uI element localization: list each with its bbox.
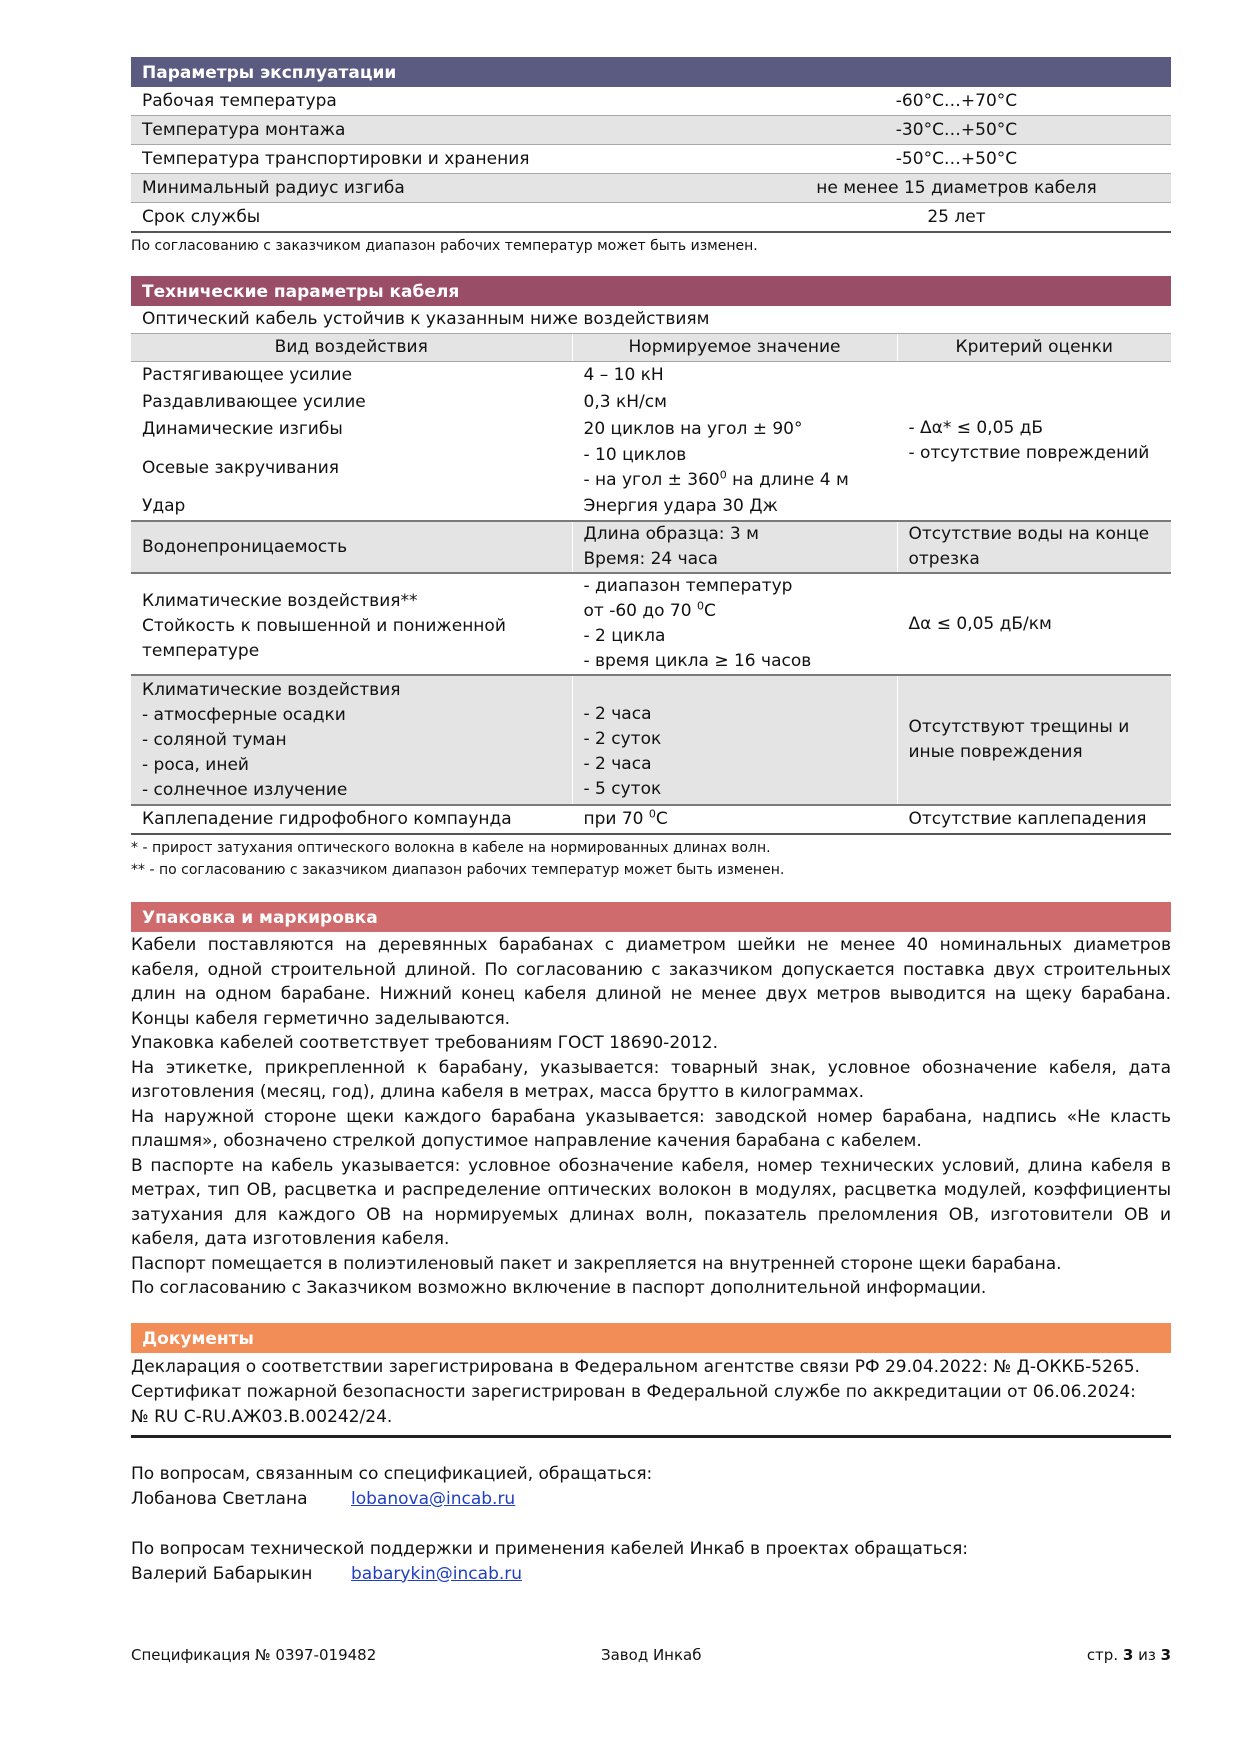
criterion-line: Отсутствуют трещины и	[908, 717, 1130, 737]
footer-page-number: стр. 3 из 3	[1086, 1646, 1171, 1664]
param-value: не менее 15 диаметров кабеля	[816, 178, 1097, 198]
contact-row	[131, 1487, 1171, 1512]
column-header: Критерий оценки	[897, 334, 1171, 362]
norm-line: - 2 часа	[583, 704, 652, 724]
contact-name: Валерий Бабарыкин	[131, 1563, 313, 1584]
impact-type: Динамические изгибы	[142, 419, 343, 439]
norm-line: - 2 суток	[583, 729, 662, 749]
paragraph: По согласованию с Заказчиком возможно включение в паспорт дополнительной информации.	[131, 1278, 987, 1298]
table-row	[131, 145, 1171, 174]
contact-name: Лобанова Светлана	[131, 1488, 308, 1509]
tech-table	[131, 306, 1171, 835]
norm-value	[572, 675, 897, 805]
tech-contact	[131, 1537, 1171, 1587]
norm-value: 0,3 кН/см	[572, 389, 897, 416]
criterion-line: - отсутствие повреждений	[908, 443, 1150, 463]
norm-line: - 2 часа	[583, 754, 652, 774]
criterion-cell: Δα ≤ 0,05 дБ/км	[897, 573, 1171, 675]
norm-value: Энергия удара 30 Дж	[572, 493, 897, 521]
document-page	[131, 57, 1171, 1587]
column-header: Нормируемое значение	[572, 334, 897, 362]
norm-value	[572, 521, 897, 573]
norm-line: от -60 до 70 $^0$С	[583, 599, 716, 621]
table-row	[131, 675, 1171, 805]
param-label: Температура транспортировки и хранения	[142, 149, 530, 169]
norm-line: - на угол ± $360^0$ на длине 4 м	[583, 468, 849, 490]
criterion-cell: Отсутствие каплепадения	[897, 805, 1171, 834]
packing-text	[131, 933, 1171, 1301]
operation-note: По согласованию с заказчиком диапазон рабочих температур может быть изменен.	[131, 238, 758, 254]
tech-notes	[131, 837, 1171, 881]
page-footer	[131, 1646, 1171, 1666]
impact-type: Водонепроницаемость	[131, 521, 572, 573]
norm-value: 20 циклов на угол ± 90°	[572, 416, 897, 443]
paragraph: Паспорт помещается в полиэтиленовый пакет и закрепляется на внутренней стороне щеки барабана.	[131, 1253, 1062, 1274]
impact-line: - атмосферные осадки	[142, 704, 346, 725]
criterion-cell	[897, 675, 1171, 805]
impact-line: Стойкость к повышенной и пониженной	[142, 615, 506, 636]
param-value: -50°C…+50°C	[895, 149, 1018, 169]
operation-section-title: Параметры эксплуатации	[131, 57, 1171, 87]
norm-line: - 10 циклов	[583, 445, 687, 465]
norm-value	[572, 443, 897, 493]
impact-line: температуре	[142, 640, 260, 661]
table-row	[131, 805, 1171, 834]
footer-spec-number: Спецификация № 0397-019482	[131, 1646, 377, 1664]
document-line: Декларация о соответствии зарегистрирована в Федеральном агентстве связи РФ 29.04.2022: № Д-ОККБ-5265.	[131, 1356, 1140, 1377]
table-row	[131, 116, 1171, 145]
footnote: * - прирост затухания оптического волокна в кабеле на нормированных длинах волн.	[131, 840, 771, 856]
footer-company: Завод Инкаб	[601, 1646, 702, 1664]
packing-section-title: Упаковка и маркировка	[131, 902, 1171, 932]
table-row	[131, 521, 1171, 573]
operation-table	[131, 87, 1171, 233]
column-header: Вид воздействия	[131, 334, 572, 362]
impact-type: Растягивающее усилие	[142, 365, 353, 385]
contact-email-link[interactable]: babarykin@incab.ru	[351, 1563, 523, 1584]
norm-line: - диапазон температур	[583, 576, 793, 596]
criterion-line: Отсутствие воды на конце	[908, 524, 1150, 544]
footnote: ** - по согласованию с заказчиком диапазон рабочих температур может быть изменен.	[131, 862, 785, 878]
contact-row	[131, 1562, 1171, 1587]
param-label: Минимальный радиус изгиба	[142, 178, 405, 198]
param-label: Рабочая температура	[142, 91, 337, 111]
contact-email-link[interactable]: lobanova@incab.ru	[351, 1488, 516, 1509]
contact-text: По вопросам технической поддержки и применения кабелей Инкаб в проектах обращаться:	[131, 1538, 969, 1559]
param-value: 25 лет	[927, 207, 986, 227]
impact-type	[131, 675, 572, 805]
norm-line: Время: 24 часа	[583, 549, 718, 569]
paragraph: На этикетке, прикрепленной к барабану, указывается: товарный знак, условное обозначение кабеля, дата изготовления (месяц, год), длина кабеля в метрах, масса брутто в килограммах.	[131, 1057, 1171, 1102]
param-label: Срок службы	[142, 207, 261, 227]
norm-line: - время цикла ≥ 16 часов	[583, 651, 812, 671]
document-line: № RU C-RU.АЖ03.В.00242/24.	[131, 1406, 393, 1427]
impact-type	[131, 573, 572, 675]
norm-value: при 70 $^0$С	[572, 805, 897, 834]
spec-contact	[131, 1462, 1171, 1512]
document-line: Сертификат пожарной безопасности зарегистрирован в Федеральной службе по аккредитации от 06.06.2024:	[131, 1381, 1136, 1402]
impact-type: Раздавливающее усилие	[142, 392, 366, 412]
tech-intro: Оптический кабель устойчив к указанным ниже воздействиям	[142, 309, 710, 329]
impact-type: Удар	[142, 496, 186, 516]
table-row	[131, 573, 1171, 675]
documents-text	[131, 1353, 1171, 1438]
table-row	[131, 362, 1171, 390]
tech-section-title: Технические параметры кабеля	[131, 276, 1171, 306]
impact-type: Каплепадение гидрофобного компаунда	[131, 805, 572, 834]
paragraph: Кабели поставляются на деревянных барабанах с диаметром шейки не менее 40 номинальных диаметров кабеля, одной строительной длиной. По согласованию с заказчиком допускается поставка двух строительных длин на одном барабане. Нижний конец кабеля длиной не менее двух метров выводится на щеку барабана. Концы кабеля герметично заделываются.	[131, 935, 1171, 1029]
contact-text: По вопросам, связанным со спецификацией, обращаться:	[131, 1463, 653, 1484]
norm-value: 4 – 10 кН	[572, 362, 897, 390]
criterion-cell	[897, 521, 1171, 573]
impact-line: - соляной туман	[142, 729, 287, 750]
paragraph: На наружной стороне щеки каждого барабана указывается: заводской номер барабана, надпись «Не класть плашмя», обозначено стрелкой допустимое направление качения барабана с кабелем.	[131, 1106, 1171, 1151]
impact-type: Осевые закручивания	[142, 457, 339, 478]
table-intro-row	[131, 306, 1171, 334]
table-header-row	[131, 334, 1171, 362]
param-value: -30°C…+50°C	[895, 120, 1018, 140]
impact-line: Климатические воздействия**	[142, 590, 418, 611]
criterion-line: иные повреждения	[908, 742, 1083, 762]
table-row	[131, 87, 1171, 116]
paragraph: Упаковка кабелей соответствует требованиям ГОСТ 18690-2012.	[131, 1033, 718, 1053]
table-row	[131, 203, 1171, 231]
norm-value	[572, 573, 897, 675]
impact-line: Климатические воздействия	[142, 679, 401, 700]
impact-line: - роса, иней	[142, 754, 249, 775]
norm-line: - 5 суток	[583, 779, 662, 799]
documents-section-title: Документы	[131, 1323, 1171, 1353]
param-label: Температура монтажа	[142, 120, 346, 140]
criterion-line: - Δα* ≤ 0,05 дБ	[908, 418, 1044, 438]
norm-line: - 2 цикла	[583, 626, 666, 646]
paragraph: В паспорте на кабель указывается: условное обозначение кабеля, номер технических условий, длина кабеля в метрах, тип ОВ, расцветка и распределение оптических волокон в модулях, расцветка модулей, коэффициенты затухания для каждого ОВ на нормируемых длинах волн, показатель преломления ОВ, изготовители ОВ и кабеля, дата изготовления кабеля.	[131, 1155, 1171, 1249]
param-value: -60°C…+70°C	[895, 91, 1018, 111]
norm-line: Длина образца: 3 м	[583, 524, 759, 544]
table-row	[131, 174, 1171, 203]
impact-line: - солнечное излучение	[142, 779, 348, 800]
criterion-cell	[897, 362, 1171, 522]
criterion-line: отрезка	[908, 549, 980, 569]
